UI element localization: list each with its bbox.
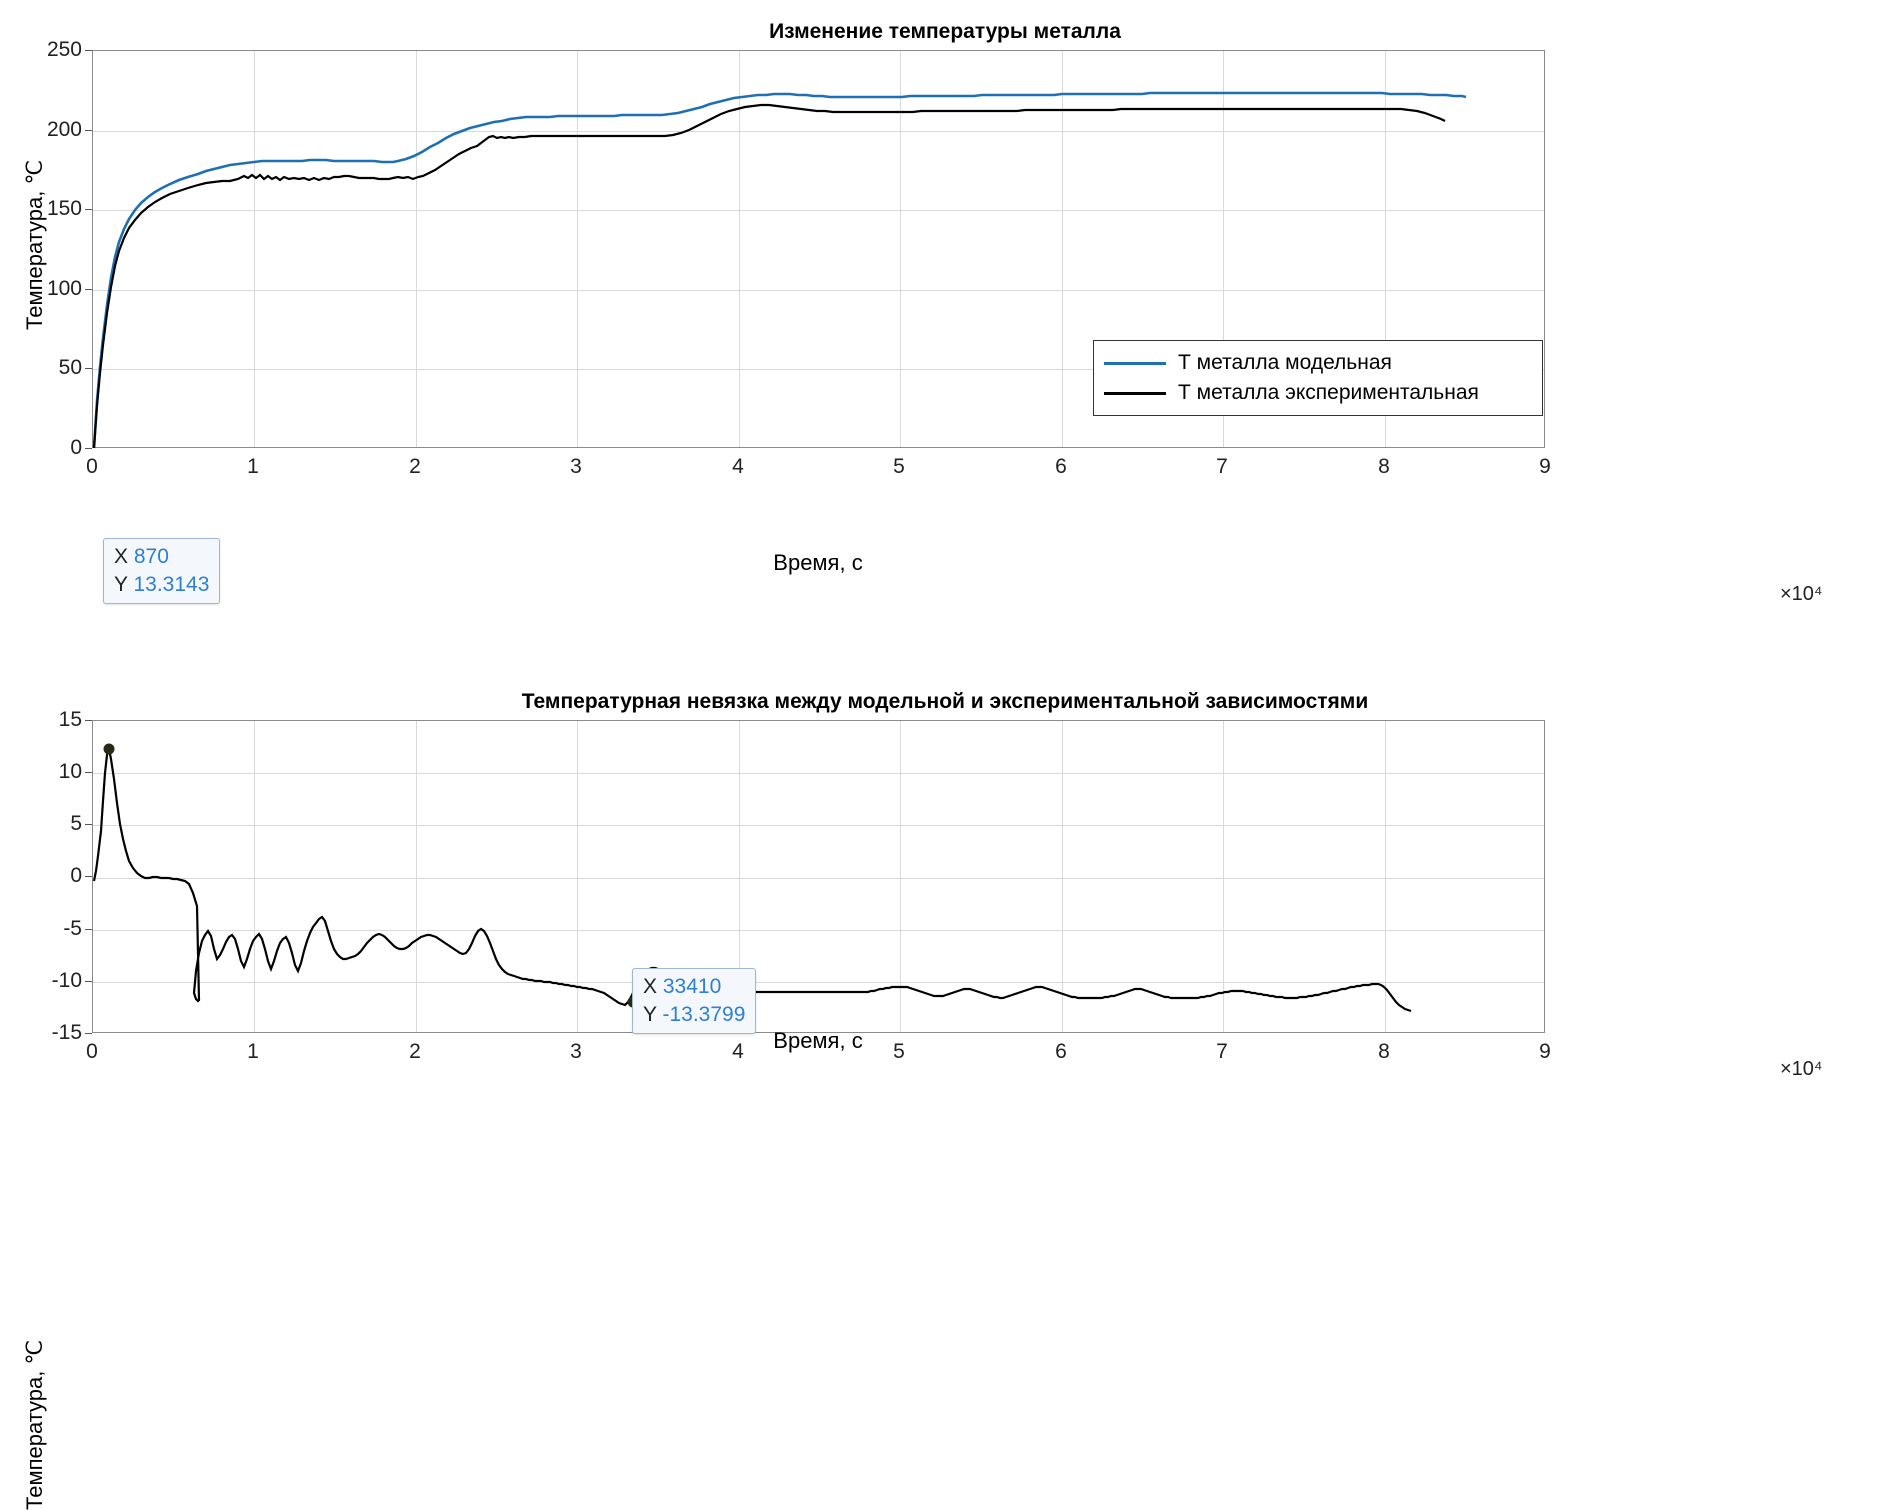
ytick-res-5: 5 xyxy=(70,812,82,835)
legend-swatch-model xyxy=(1104,362,1166,365)
datatip-max-y-value: 13.3143 xyxy=(133,572,210,596)
legend-swatch-experiment xyxy=(1104,392,1166,395)
datatip-max-x-value: 870 xyxy=(133,545,169,568)
xtick-res-0: 0 xyxy=(86,1040,98,1063)
legend-item-model xyxy=(1104,348,1530,378)
xtick-res-9: 9 xyxy=(1539,1040,1551,1063)
datatip-max[interactable] xyxy=(103,538,220,604)
xtick-res-1: 1 xyxy=(247,1040,259,1063)
ytick-res--10: -10 xyxy=(51,969,82,992)
xtick-res-2: 2 xyxy=(409,1040,421,1063)
chart-temperature-plot xyxy=(92,50,1545,448)
chart-residual-xlabel: Время, с xyxy=(773,1028,863,1053)
xtick-res-4: 4 xyxy=(732,1040,744,1063)
datatip-min-x-value: 33410 xyxy=(662,975,722,998)
datatip-min-y-label: Y xyxy=(643,1002,657,1026)
datatip-min-y-row xyxy=(643,1001,745,1029)
xtick-res-6: 6 xyxy=(1055,1040,1067,1063)
ytick-50: 50 xyxy=(58,356,82,379)
xtick-8: 8 xyxy=(1378,455,1390,478)
datatip-min[interactable] xyxy=(632,968,756,1034)
chart-temperature-x-exponent: ×10⁴ xyxy=(1780,583,1823,605)
xtick-9: 9 xyxy=(1539,455,1551,478)
datatip-min-x-label: X xyxy=(643,975,658,998)
xtick-7: 7 xyxy=(1216,455,1228,478)
xtick-res-5: 5 xyxy=(893,1040,905,1063)
datatip-min-y-value: -13.3799 xyxy=(662,1002,746,1026)
ytick-res-0: 0 xyxy=(70,864,82,887)
legend-item-experiment xyxy=(1104,378,1530,408)
datatip-max-x-label: X xyxy=(114,545,129,568)
datatip-min-x-row xyxy=(643,973,745,1001)
datatip-max-y-row xyxy=(114,571,209,599)
chart-residual-plot xyxy=(92,720,1545,1033)
chart-temperature xyxy=(0,0,1890,625)
legend-label-experiment: Т металла экспериментальная xyxy=(1178,381,1479,404)
chart-residual-curve xyxy=(93,721,1546,1034)
datatip-max-y-label: Y xyxy=(114,572,128,596)
datatip-marker-max xyxy=(104,744,115,755)
xtick-5: 5 xyxy=(893,455,905,478)
xtick-res-7: 7 xyxy=(1216,1040,1228,1063)
ytick-res-10: 10 xyxy=(58,760,82,783)
chart-temperature-ylabel: Температура, ℃ xyxy=(22,159,47,330)
ytick-100: 100 xyxy=(46,277,82,300)
ytick-250: 250 xyxy=(46,38,82,61)
ytick-res--15: -15 xyxy=(51,1021,82,1044)
datatip-max-x-row xyxy=(114,543,209,571)
chart-temperature-xlabel: Время, с xyxy=(773,550,863,575)
ytick-0: 0 xyxy=(70,436,82,459)
xtick-res-8: 8 xyxy=(1378,1040,1390,1063)
ytick-res--5: -5 xyxy=(63,917,82,940)
chart-residual-ylabel: Температура, ℃ xyxy=(22,1339,47,1510)
chart-residual-x-exponent: ×10⁴ xyxy=(1780,1058,1823,1080)
xtick-6: 6 xyxy=(1055,455,1067,478)
chart-temperature-title: Изменение температуры металла xyxy=(769,20,1121,43)
xtick-2: 2 xyxy=(409,455,421,478)
xtick-0: 0 xyxy=(86,455,98,478)
ytick-res-15: 15 xyxy=(58,708,82,731)
xtick-1: 1 xyxy=(247,455,259,478)
ytick-150: 150 xyxy=(46,197,82,220)
chart-temperature-legend xyxy=(1093,340,1543,416)
chart-residual-title: Температурная невязка между модельной и экспериментальной зависимостями xyxy=(521,690,1369,713)
legend-label-model: Т металла модельная xyxy=(1178,351,1392,374)
xtick-res-3: 3 xyxy=(570,1040,582,1063)
chart-residual xyxy=(0,545,1890,1510)
xtick-4: 4 xyxy=(732,455,744,478)
xtick-3: 3 xyxy=(570,455,582,478)
ytick-200: 200 xyxy=(46,118,82,141)
